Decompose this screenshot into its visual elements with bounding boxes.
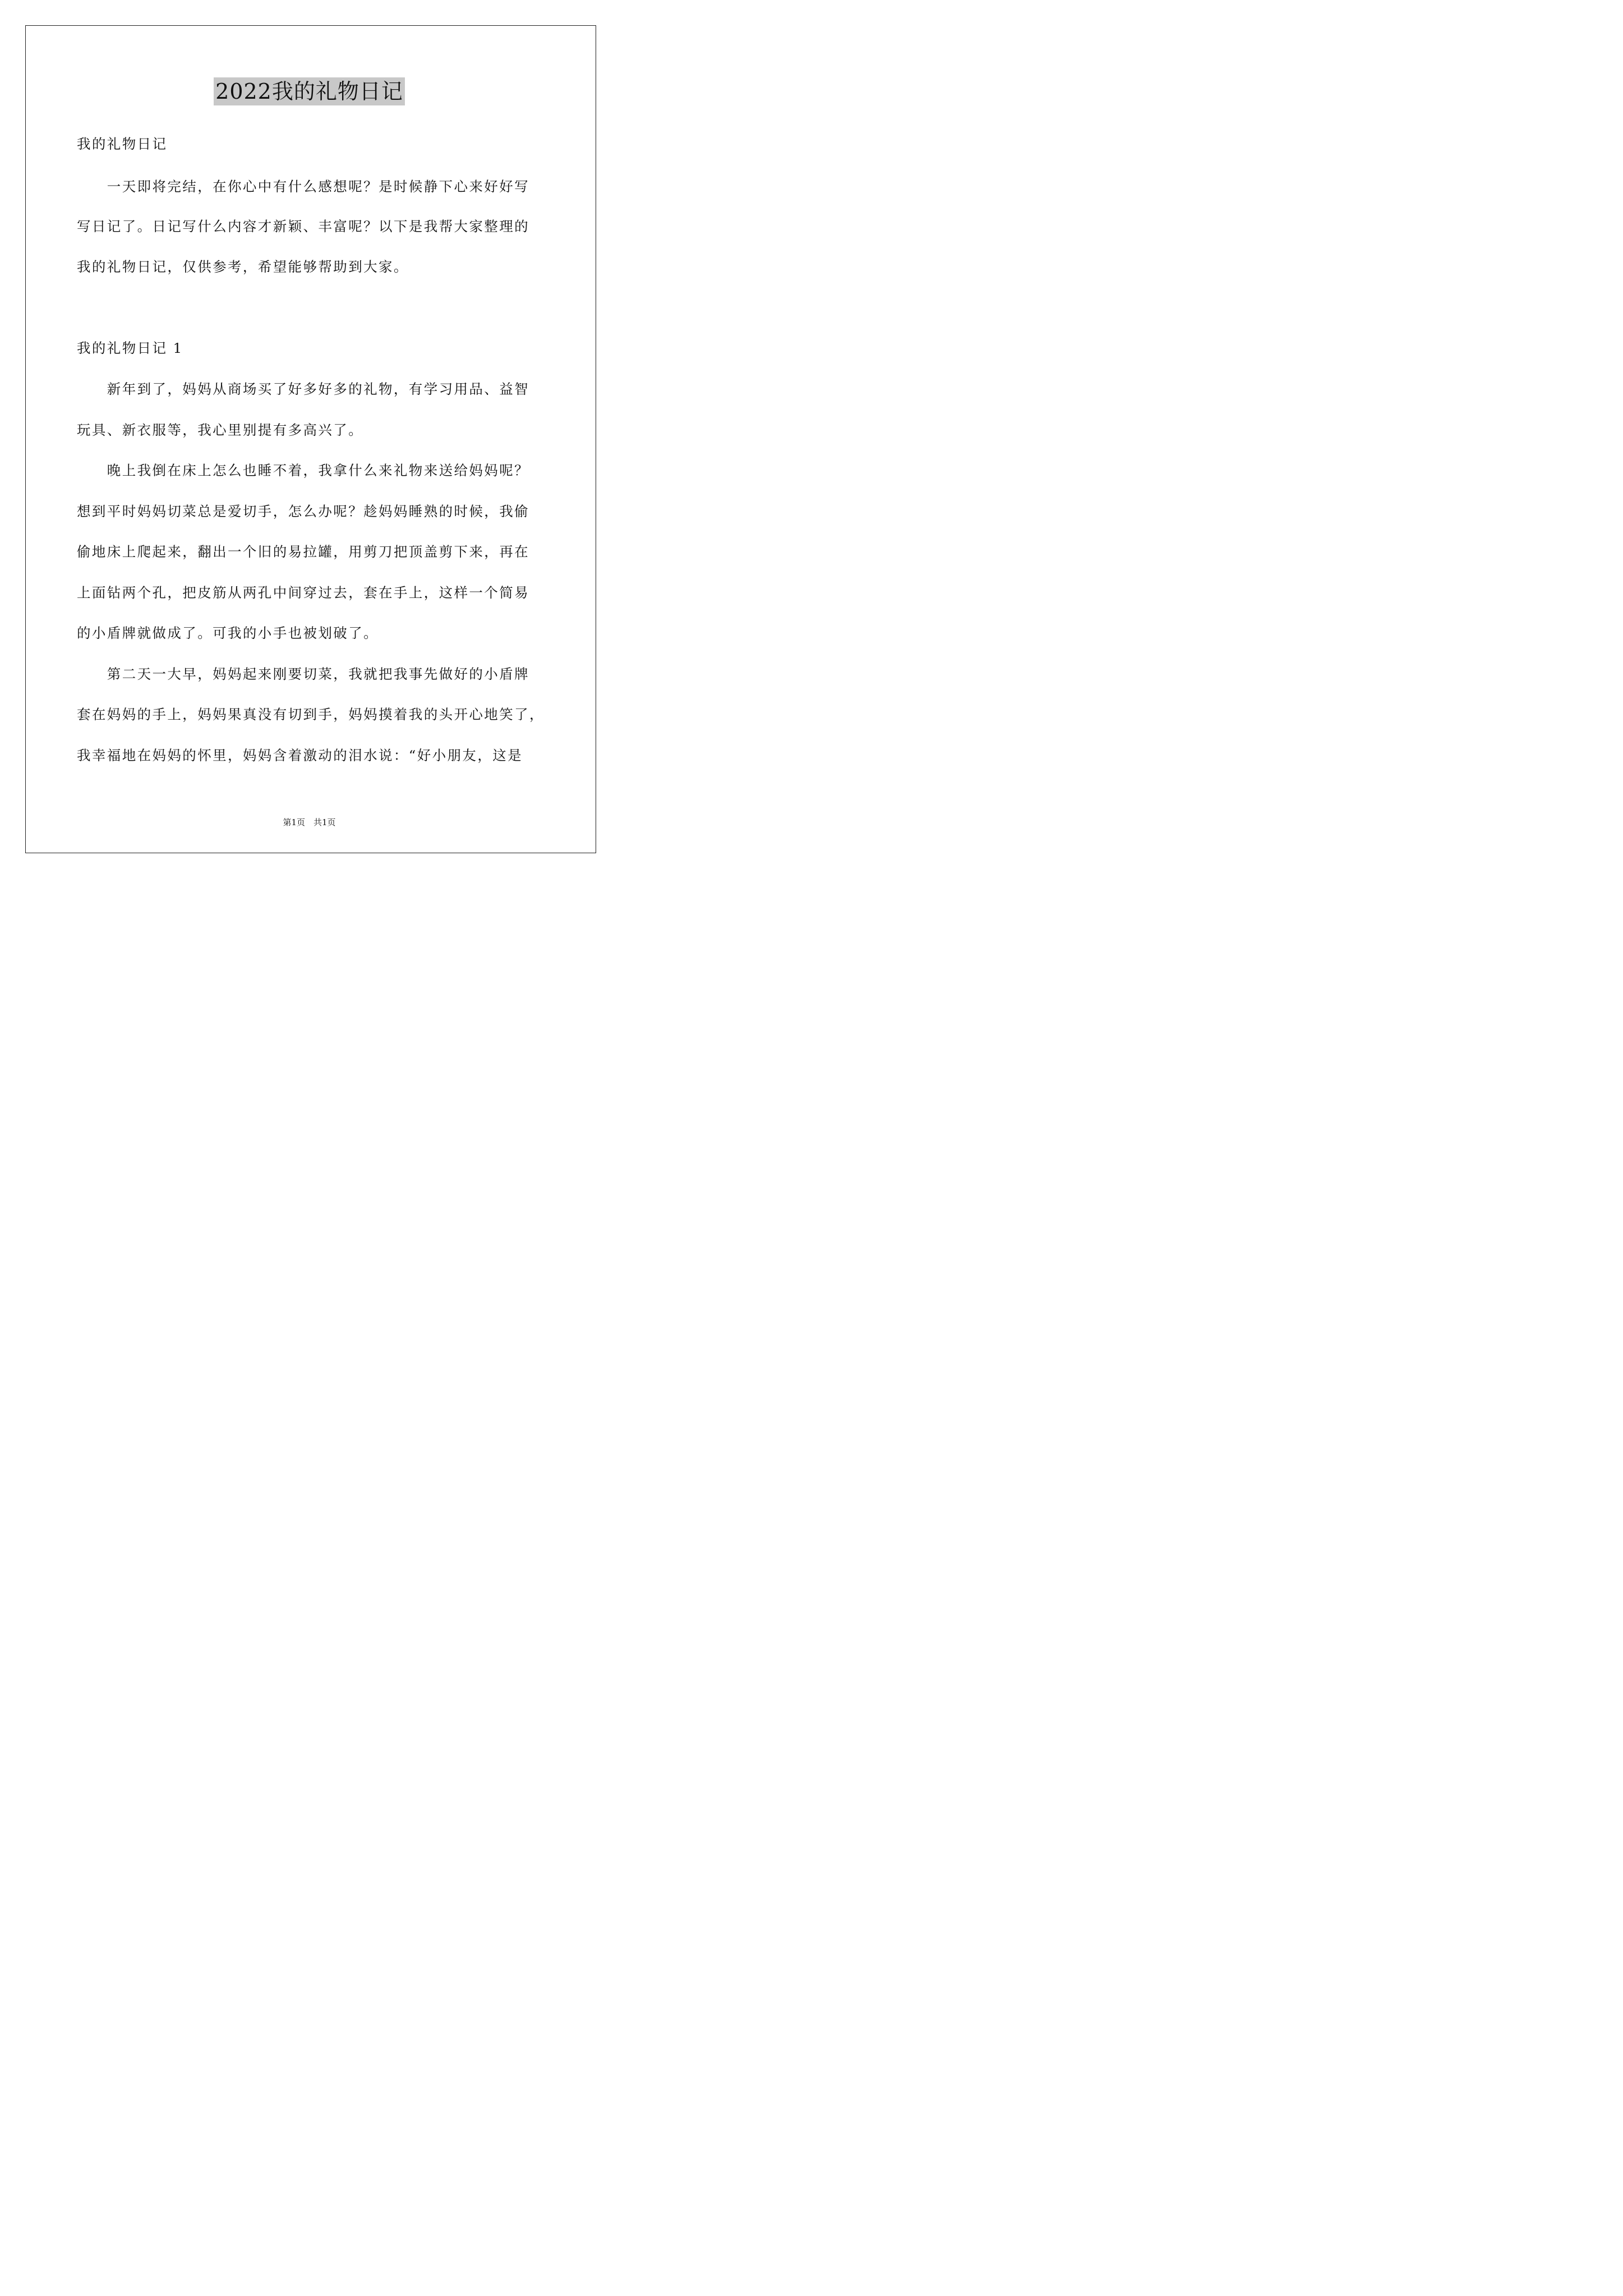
paragraph-line: 玩具、新衣服等，我心里别提有多高兴了。 — [77, 422, 364, 438]
paragraph-line: 我幸福地在妈妈的怀里，妈妈含着激动的泪水说：“好小朋友，这是 — [77, 747, 523, 763]
title-container — [0, 77, 619, 105]
paragraph-line: 一天即将完结，在你心中有什么感想呢？是时候静下心来好好写 — [77, 178, 529, 195]
paragraph-line: 我的礼物日记，仅供参考，希望能够帮助到大家。 — [77, 259, 409, 275]
paragraph-line: 想到平时妈妈切菜总是爱切手，怎么办呢？趁妈妈睡熟的时候，我偷 — [77, 503, 529, 519]
paragraph-line: 第二天一大早，妈妈起来刚要切菜，我就把我事先做好的小盾牌 — [77, 666, 529, 682]
paragraph-line: 写日记了。日记写什么内容才新颖、丰富呢？以下是我帮大家整理的 — [77, 218, 529, 234]
paragraph-line: 新年到了，妈妈从商场买了好多好多的礼物，有学习用品、益智 — [77, 381, 529, 397]
paragraph-line: 的小盾牌就做成了。可我的小手也被划破了。 — [77, 625, 379, 641]
paragraph-line: 偷地床上爬起来，翻出一个旧的易拉罐，用剪刀把顶盖剪下来，再在 — [77, 544, 529, 560]
paragraph-line: 套在妈妈的手上，妈妈果真没有切到手，妈妈摸着我的头开心地笑了， — [77, 706, 545, 723]
paragraph-line: 晚上我倒在床上怎么也睡不着，我拿什么来礼物来送给妈妈呢？ — [77, 462, 529, 478]
document-title: 2022我的礼物日记 — [214, 77, 405, 105]
section-heading: 我的礼物日记 1 — [77, 340, 183, 356]
page-number-footer: 第1页 共1页 — [283, 817, 336, 827]
paragraph-line: 上面钻两个孔，把皮筋从两孔中间穿过去，套在手上，这样一个简易 — [77, 585, 529, 601]
section-heading: 我的礼物日记 — [77, 136, 168, 152]
